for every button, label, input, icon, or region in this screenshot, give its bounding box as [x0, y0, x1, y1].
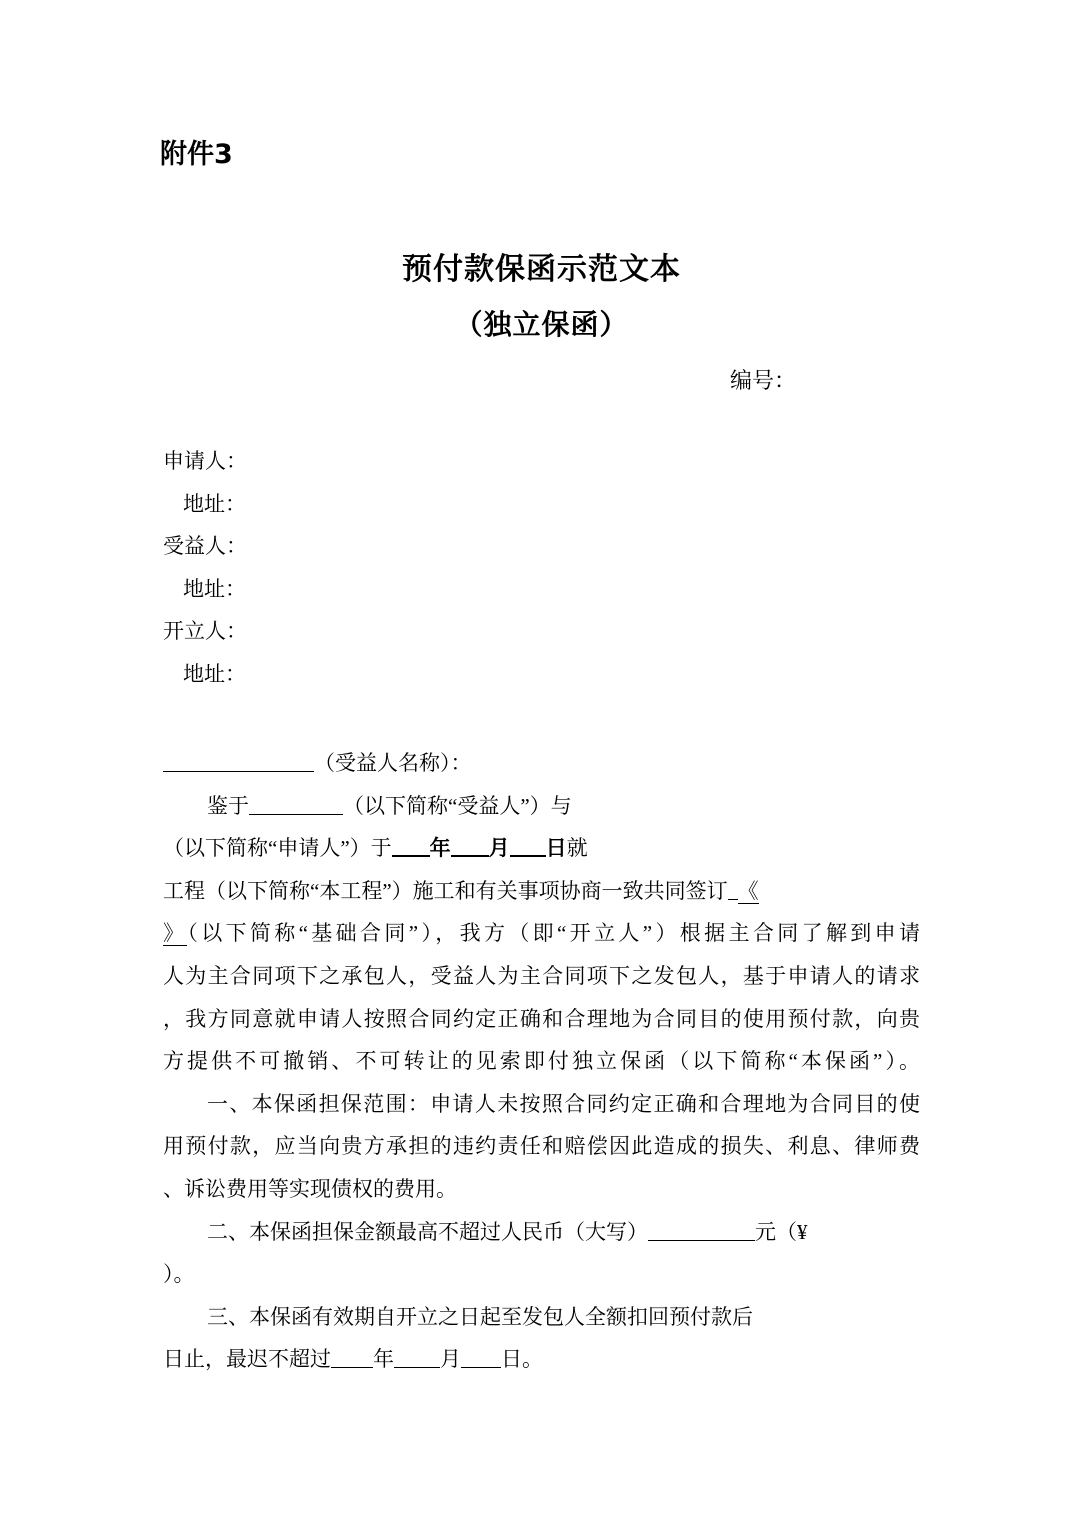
blank-field: [394, 1364, 440, 1368]
text-segment: 三、本保函有效期自开立之日起至发包人全额扣回预付款后: [207, 1304, 753, 1329]
text-segment: 一、本保函担保范围：申请人未按照合同约定正确和合理地为合同目的使: [207, 1091, 920, 1116]
text-segment: 日: [545, 836, 567, 861]
party-label: 地址：: [183, 661, 246, 686]
body-line: [163, 1083, 920, 1126]
body-line: [163, 1211, 920, 1254]
party-list: [163, 440, 247, 696]
body-line: [163, 955, 920, 998]
blank-field: [648, 1237, 755, 1241]
text-segment: 、诉讼费用等实现债权的费用。: [163, 1176, 457, 1201]
body-lines: [163, 742, 920, 1381]
text-segment: 二、本保函担保金额最高不超过人民币（大写）: [207, 1219, 648, 1244]
page-subtitle: （独立保函）: [454, 310, 629, 341]
text-segment: （以下简称“基础合同”），我方（即“开立人”）根据主合同了解到申请: [187, 921, 920, 946]
text-segment: 日。: [501, 1347, 543, 1372]
body-line: [163, 1125, 920, 1168]
party-label: 地址：: [183, 491, 246, 516]
party-label: 地址：: [183, 576, 246, 601]
blank-field: [331, 1364, 373, 1368]
text-segment: （以下简称“受益人”）与: [343, 793, 572, 818]
body-line: [163, 1296, 920, 1339]
number-label: 编号：: [730, 368, 797, 393]
body-line: [163, 1168, 920, 1211]
text-segment: 方提供不可撤销、不可转让的见索即付独立保函（以下简称“本保函”）。: [163, 1049, 920, 1074]
body-line: [163, 1338, 920, 1381]
blank-field: [392, 852, 430, 857]
body-line: [163, 785, 920, 828]
text-segment: 鉴于: [207, 793, 249, 818]
body-line: [163, 912, 920, 955]
body-line: [163, 1253, 920, 1296]
text-segment: 人为主合同项下之承包人，受益人为主合同项下之发包人，基于申请人的请求: [163, 963, 920, 988]
text-segment: ，我方同意就申请人按照合同约定正确和合理地为合同目的使用预付款，向贵: [163, 1006, 920, 1031]
blank-field: [510, 852, 546, 857]
text-segment: ）。: [163, 1262, 195, 1287]
text-segment: （以下简称“申请人”）于: [163, 836, 392, 861]
text-segment: 就: [566, 836, 588, 861]
text-segment: 月: [488, 836, 510, 861]
attachment-label: 附件3: [160, 139, 233, 170]
text-segment: 》: [163, 921, 188, 946]
blank-field: [249, 811, 343, 815]
blank-field: [728, 896, 738, 900]
party-label: 受益人：: [163, 534, 247, 559]
body-line: [163, 742, 920, 785]
party-label: 申请人：: [163, 449, 247, 473]
text-segment: 日止，最迟不超过: [163, 1347, 331, 1372]
blank-field: [451, 852, 489, 857]
page-title: 预付款保函示范文本: [402, 253, 681, 286]
body-line: [163, 1040, 920, 1083]
body-line: [163, 870, 920, 913]
text-segment: 年: [429, 836, 451, 861]
text-segment: 用预付款，应当向贵方承担的违约责任和赔偿因此造成的损失、利息、律师费: [163, 1134, 920, 1159]
text-segment: 工程（以下简称“本工程”）施工和有关事项协商一致共同签订: [163, 878, 728, 903]
text-segment: 元（¥: [755, 1219, 808, 1244]
text-segment: 年: [373, 1347, 394, 1372]
body-line: [163, 827, 920, 870]
body-line: [163, 998, 920, 1041]
party-label: 开立人：: [163, 619, 247, 644]
text-segment: 《: [737, 878, 759, 903]
blank-field: [461, 1364, 501, 1368]
blank-field: [163, 768, 314, 772]
text-segment: 月: [440, 1347, 461, 1372]
text-segment: （受益人名称）：: [314, 751, 472, 775]
